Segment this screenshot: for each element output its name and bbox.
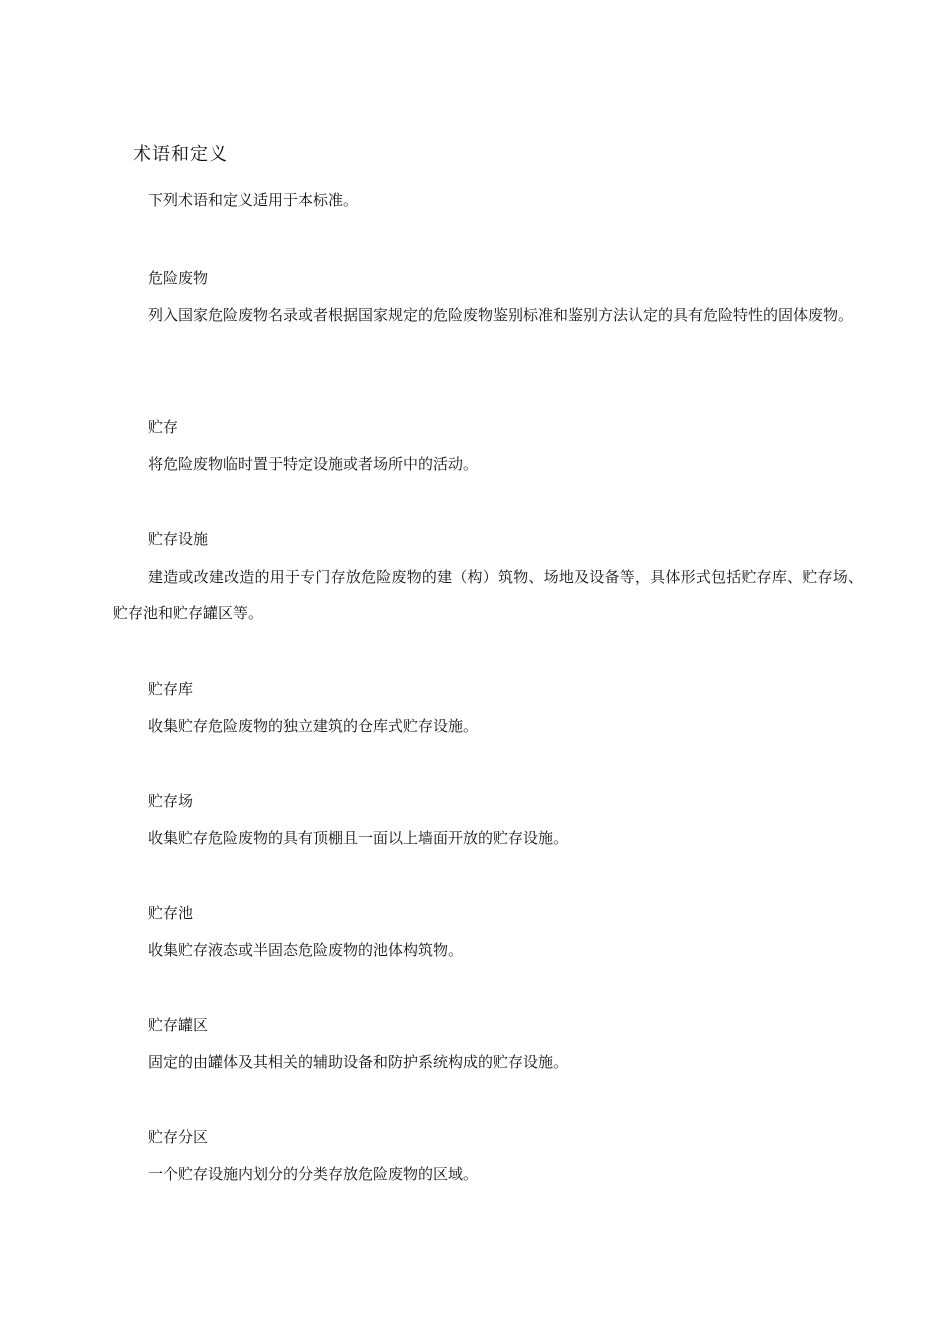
- definition-hazardous-waste: 列入国家危险废物名录或者根据国家规定的危险废物鉴别标准和鉴别方法认定的具有危险特性的固体废物。: [148, 306, 854, 324]
- term-hazardous-waste: 危险废物: [148, 269, 209, 287]
- definition-storage-yard: 收集贮存危险废物的具有顶棚且一面以上墙面开放的贮存设施。: [148, 829, 569, 847]
- definition-storage-facility: 建造或改建改造的用于专门存放危险废物的建（构）筑物、场地及设备等，具体形式包括贮存库、贮存场、贮存池和贮存罐区等。: [113, 568, 863, 622]
- term-storage-pool: 贮存池: [148, 904, 194, 922]
- term-storage-zone: 贮存分区: [148, 1128, 209, 1146]
- definition-storage: 将危险废物临时置于特定设施或者场所中的活动。: [148, 455, 479, 473]
- section-title: 术语和定义: [133, 144, 228, 165]
- term-storage-warehouse: 贮存库: [148, 680, 194, 698]
- definition-storage-zone: 一个贮存设施内划分的分类存放危险废物的区域。: [148, 1165, 479, 1183]
- definition-storage-pool: 收集贮存液态或半固态危险废物的池体构筑物。: [148, 941, 464, 959]
- term-storage-facility: 贮存设施: [148, 530, 209, 548]
- definition-storage-tank-area: 固定的由罐体及其相关的辅助设备和防护系统构成的贮存设施。: [148, 1053, 569, 1071]
- term-storage-yard: 贮存场: [148, 792, 194, 810]
- definition-storage-warehouse: 收集贮存危险废物的独立建筑的仓库式贮存设施。: [148, 717, 479, 735]
- intro-text: 下列术语和定义适用于本标准。: [148, 191, 359, 209]
- term-storage: 贮存: [148, 418, 179, 436]
- term-storage-tank-area: 贮存罐区: [148, 1016, 209, 1034]
